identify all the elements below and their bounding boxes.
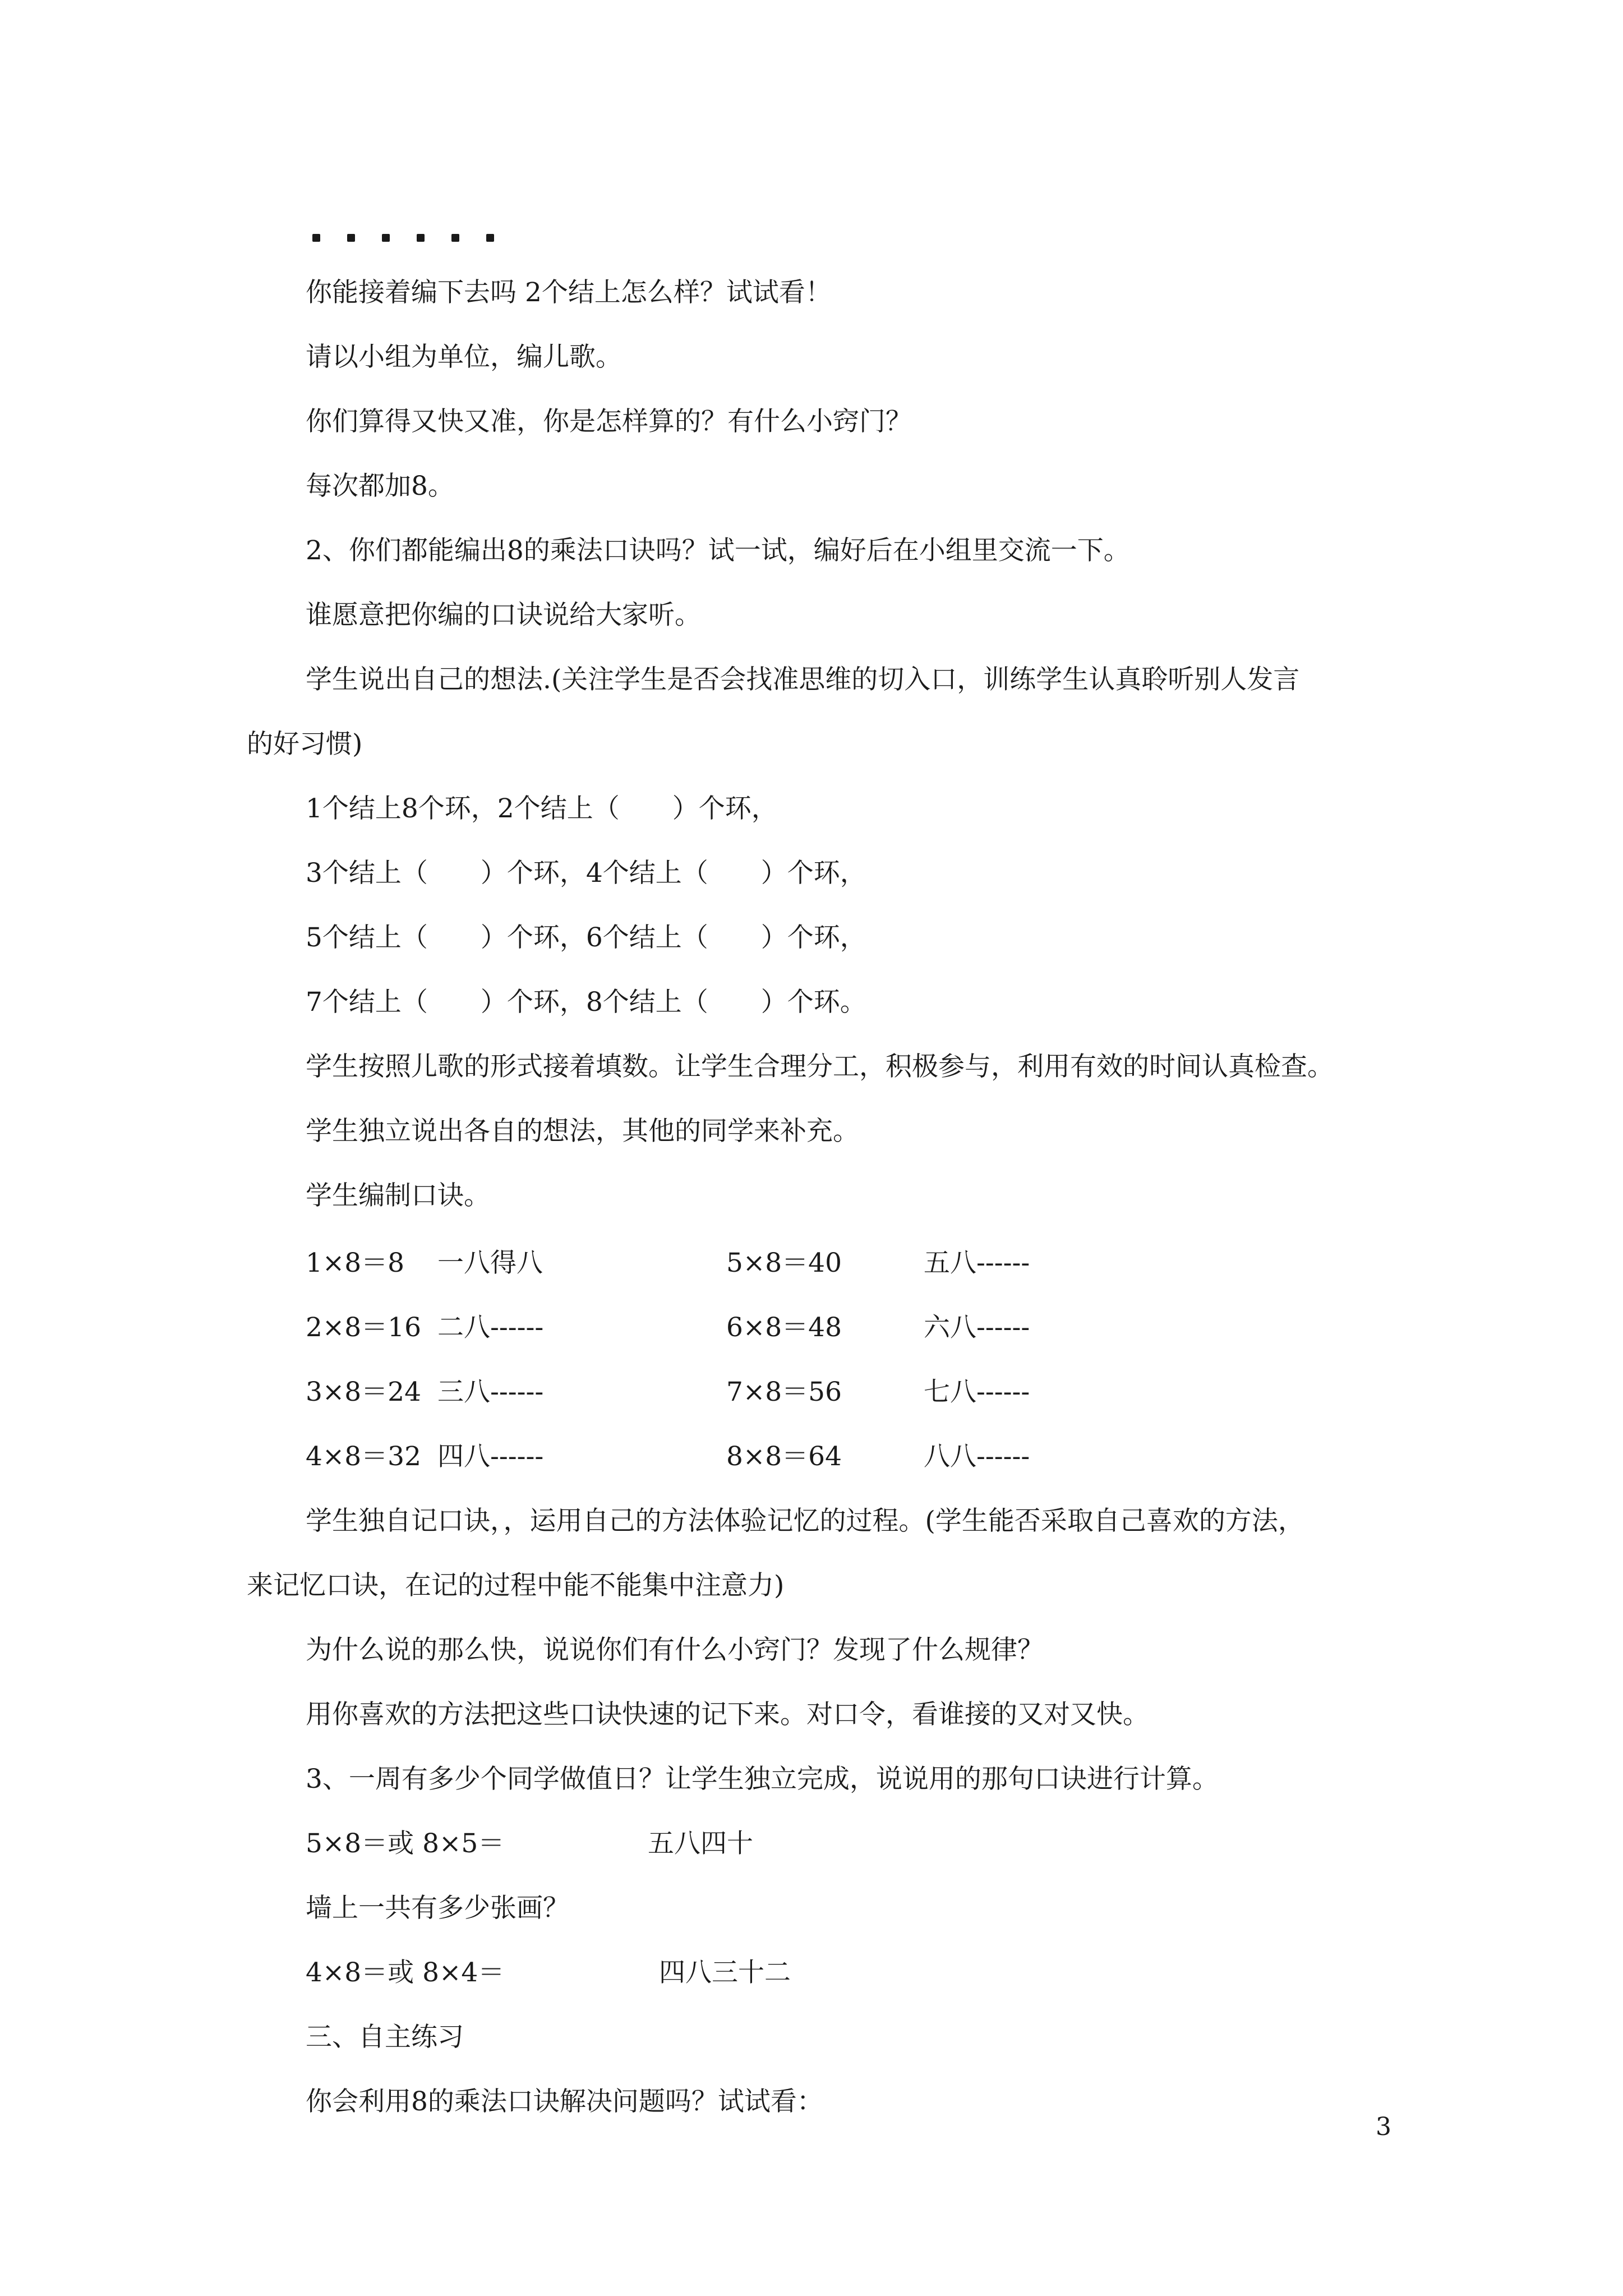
paragraph: 你们算得又快又准，你是怎样算的？有什么小窍门？: [306, 406, 912, 437]
equation: 3×8＝24: [306, 1377, 421, 1407]
rhyme: 四八三十二: [659, 1957, 791, 1988]
rhyme: 一八得八: [437, 1248, 543, 1278]
rhyme-line: 7个结上（ ）个环，8个结上（ ）个环。: [306, 987, 866, 1018]
paragraph-continuation: 来记忆口诀，在记的过程中能不能集中注意力): [247, 1570, 785, 1601]
dot: [486, 234, 494, 242]
ellipsis-dots: [312, 220, 521, 246]
rhyme: 二八------: [437, 1312, 544, 1343]
paragraph: 2、你们都能编出8的乘法口诀吗？试一试，编好后在小组里交流一下。: [306, 535, 1130, 566]
rhyme: 五八四十: [648, 1828, 753, 1859]
paragraph: 学生独自记口诀，，运用自己的方法体验记忆的过程。(学生能否采取自己喜欢的方法，: [306, 1506, 1304, 1536]
rhyme: 三八------: [437, 1377, 544, 1407]
paragraph: 你会利用8的乘法口诀解决问题吗？试试看：: [306, 2086, 823, 2117]
rhyme: 八八------: [924, 1441, 1030, 1472]
rhyme: 七八------: [924, 1377, 1030, 1407]
paragraph: 学生编制口诀。: [306, 1180, 490, 1211]
page-number: 3: [1376, 2113, 1391, 2141]
rhyme: 六八------: [924, 1312, 1030, 1343]
equation: 1×8＝8: [306, 1248, 405, 1278]
equation: 4×8＝或 8×4＝: [306, 1957, 505, 1988]
paragraph: 学生说出自己的想法.(关注学生是否会找准思维的切入口，训练学生认真聆听别人发言: [306, 664, 1300, 695]
question: 墙上一共有多少张画？: [306, 1893, 569, 1924]
equation: 7×8＝56: [726, 1377, 842, 1407]
equation: 6×8＝48: [726, 1312, 842, 1343]
paragraph: 请以小组为单位，编儿歌。: [306, 342, 622, 372]
equation: 2×8＝16: [306, 1312, 421, 1343]
equation: 5×8＝40: [726, 1248, 842, 1278]
paragraph: 你能接着编下去吗 2个结上怎么样？试试看！: [306, 277, 832, 308]
paragraph: 用你喜欢的方法把这些口诀快速的记下来。对口令，看谁接的又对又快。: [306, 1699, 1149, 1730]
dot: [312, 234, 320, 242]
equation: 8×8＝64: [726, 1441, 842, 1472]
equation: 4×8＝32: [306, 1441, 421, 1472]
section-heading: 三、自主练习: [306, 2022, 464, 2053]
paragraph: 学生按照儿歌的形式接着填数。让学生合理分工，积极参与，利用有效的时间认真检查。: [306, 1051, 1334, 1082]
dot: [417, 234, 425, 242]
paragraph: 每次都加8。: [306, 471, 454, 501]
rhyme-line: 5个结上（ ）个环，6个结上（ ）个环，: [306, 922, 866, 953]
paragraph: 3、一周有多少个同学做值日？让学生独立完成，说说用的那句口诀进行计算。: [306, 1764, 1219, 1795]
dot: [451, 234, 459, 242]
paragraph: 为什么说的那么快，说说你们有什么小窍门？发现了什么规律？: [306, 1635, 1044, 1665]
rhyme-line: 1个结上8个环，2个结上（ ）个环，: [306, 793, 778, 824]
dot: [382, 234, 390, 242]
paragraph-continuation: 的好习惯): [247, 729, 363, 760]
rhyme: 五八------: [924, 1248, 1030, 1278]
paragraph: 谁愿意把你编的口诀说给大家听。: [306, 600, 701, 631]
rhyme: 四八------: [437, 1441, 544, 1472]
rhyme-line: 3个结上（ ）个环，4个结上（ ）个环，: [306, 858, 866, 889]
dot: [347, 234, 355, 242]
paragraph: 学生独立说出各自的想法，其他的同学来补充。: [306, 1116, 859, 1147]
equation: 5×8＝或 8×5＝: [306, 1828, 505, 1859]
